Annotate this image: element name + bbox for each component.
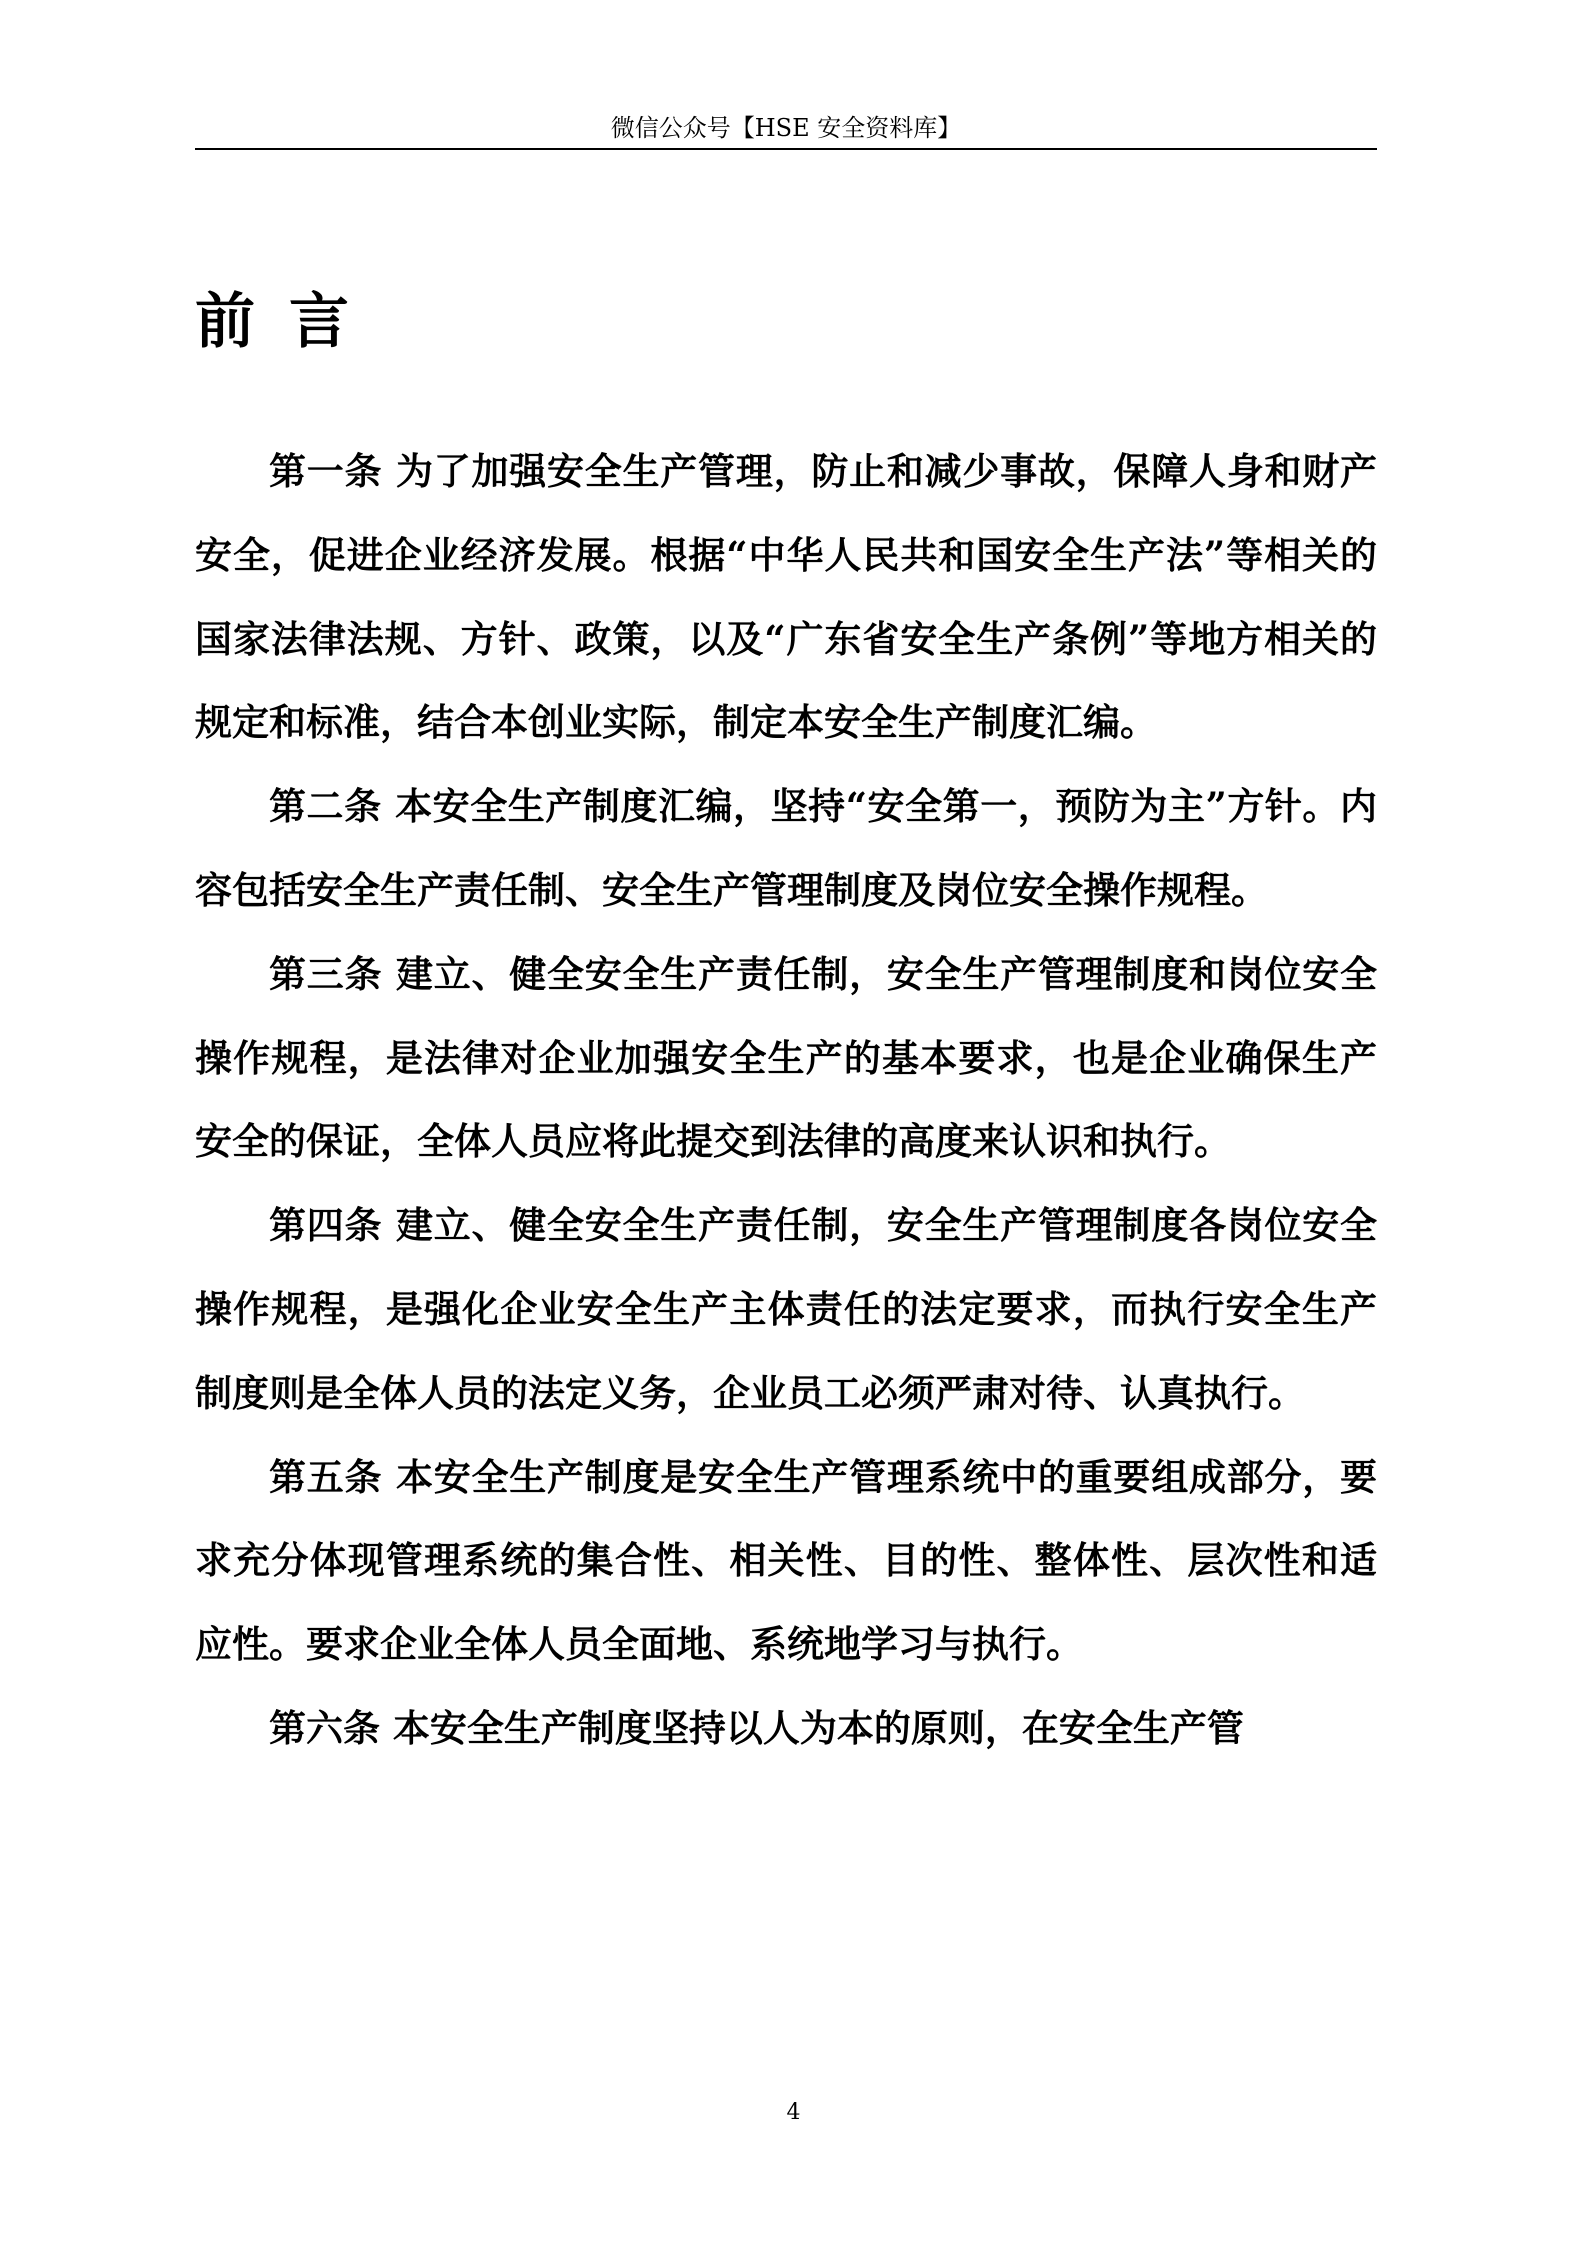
article-3 bbox=[195, 933, 1377, 1184]
article-text: 建立、健全安全生产责任制，安全生产管理制度和岗位安全操作规程，是法律对企业加强安全生产的基本要求，也是企业确保生产安全的保证，全体人员应将此提交到法律的高度来认识和执行。 bbox=[195, 951, 1378, 1164]
page-header: 微信公众号【HSE 安全资料库】 bbox=[610, 114, 962, 142]
article-number: 第三条 bbox=[269, 951, 383, 996]
document-body bbox=[195, 430, 1377, 1771]
article-number: 第五条 bbox=[269, 1454, 383, 1499]
article-text: 本安全生产制度汇编，坚持“安全第一，预防为主”方针。内容包括安全生产责任制、安全生产管理制度及岗位安全操作规程。 bbox=[195, 784, 1377, 912]
article-text: 本安全生产制度坚持以人为本的原则，在安全生产管 bbox=[392, 1705, 1244, 1750]
article-number: 第四条 bbox=[269, 1203, 383, 1248]
article-number: 第六条 bbox=[269, 1705, 380, 1750]
article-1 bbox=[195, 430, 1377, 765]
article-6 bbox=[195, 1687, 1377, 1771]
article-number: 第一条 bbox=[269, 449, 383, 493]
article-text: 本安全生产制度是安全生产管理系统中的重要组成部分，要求充分体现管理系统的集合性、相关性、目的性、整体性、层次性和适应性。要求企业全体人员全面地、系统地学习与执行。 bbox=[195, 1454, 1378, 1667]
article-number: 第二条 bbox=[269, 784, 382, 829]
page-title: 前言 bbox=[195, 287, 383, 357]
article-5 bbox=[195, 1436, 1377, 1687]
article-2 bbox=[195, 765, 1377, 933]
article-4 bbox=[195, 1184, 1377, 1435]
article-text: 为了加强安全生产管理，防止和减少事故，保障人身和财产安全，促进企业经济发展。根据“中华人民共和国安全生产法”等相关的国家法律法规、方针、政策，以及“广东省安全生产条例”等地方相关的规定和标准，结合本创业实际，制定本安全生产制度汇编。 bbox=[195, 449, 1378, 745]
article-text: 建立、健全安全生产责任制，安全生产管理制度各岗位安全操作规程，是强化企业安全生产主体责任的法定要求，而执行安全生产制度则是全体人员的法定义务，企业员工必须严肃对待、认真执行。 bbox=[195, 1203, 1378, 1415]
header-rule bbox=[195, 148, 1377, 150]
page-number: 4 bbox=[786, 2100, 801, 2125]
